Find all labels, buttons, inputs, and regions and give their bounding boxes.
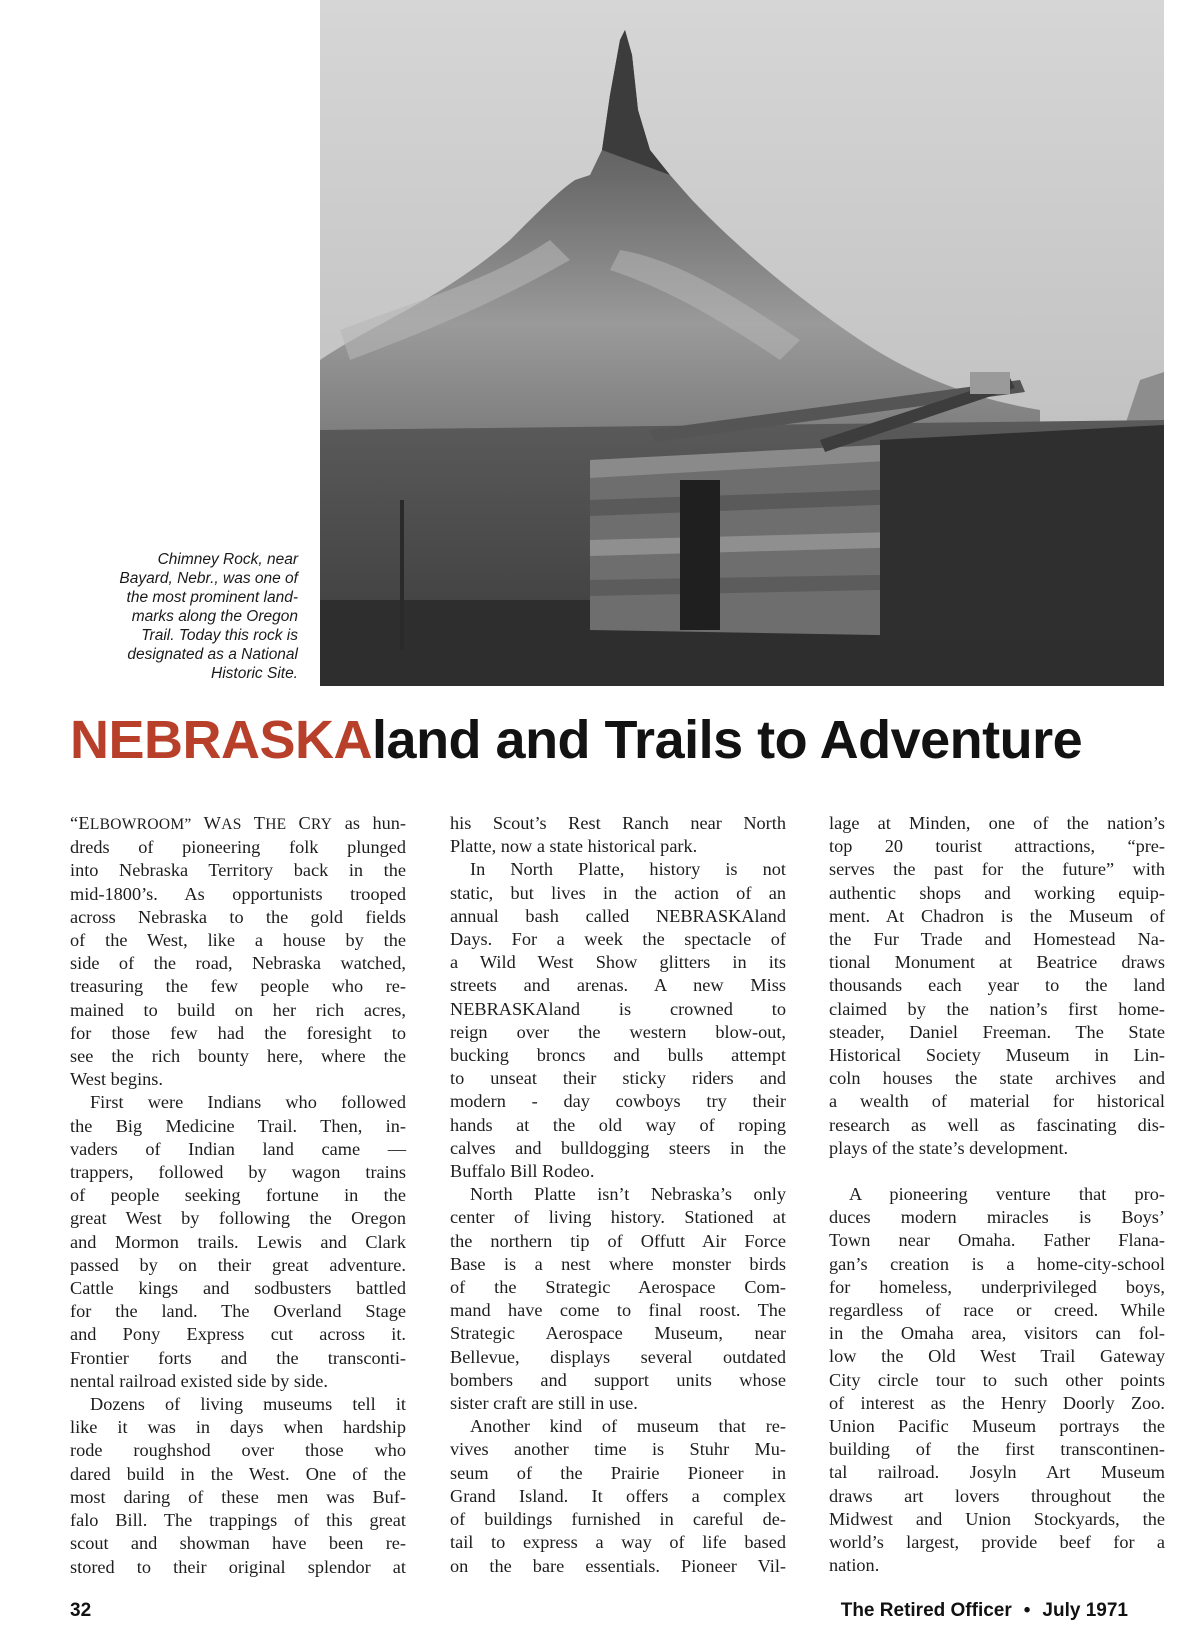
text-line: mained to build on her rich acres, (70, 999, 406, 1020)
chimney-rock-image (320, 0, 1164, 686)
text-line: Strategic Aerospace Museum, near (450, 1323, 786, 1344)
caption-line: designated as a National (127, 646, 298, 663)
text-line: thousands each year to the land (829, 975, 1165, 996)
text-line: see the rich bounty here, where the (70, 1046, 406, 1067)
text-line: of buildings furnished in careful de- (450, 1509, 786, 1530)
text-line: Frontier forts and the transconti- (70, 1347, 406, 1368)
text-line: plays of the state’s development. (829, 1137, 1069, 1158)
text-line: coln houses the state archives and (829, 1068, 1165, 1089)
page-footer (70, 1598, 1128, 1624)
text-line: for the land. The Overland Stage (70, 1301, 406, 1322)
text-line: bucking broncs and bulls attempt (450, 1045, 786, 1066)
text-line: tal railroad. Josyln Art Museum (829, 1462, 1165, 1483)
text-line: dreds of pioneering folk plunged (70, 837, 406, 858)
article-column-2 (450, 812, 786, 1578)
text-line: treasuring the few people who re- (70, 976, 406, 997)
text-line: of people seeking fortune in the (70, 1185, 406, 1206)
text-line: in the Omaha area, visitors can fol- (829, 1323, 1165, 1344)
text-line: sister craft are still in use. (450, 1393, 638, 1414)
text-line: hands at the old way of roping (450, 1114, 786, 1135)
text-line: streets and arenas. A new Miss (450, 975, 786, 996)
text-line: Town near Omaha. Father Flana- (829, 1230, 1165, 1251)
text-line: trappers, followed by wagon trains (70, 1162, 406, 1183)
text-line: like it was in days when hardship (70, 1417, 406, 1438)
text-line: passed by on their great adventure. (70, 1254, 406, 1275)
lead-rest: as hun- (332, 813, 406, 833)
text-line: dared build in the West. One of the (70, 1463, 406, 1484)
text-line: duces modern miracles is Boys’ (829, 1207, 1165, 1228)
text-line: nation. (829, 1555, 880, 1576)
text-line: City circle tour to such other points (829, 1369, 1165, 1390)
text-line: research as well as fascinating dis- (829, 1114, 1165, 1135)
caption-line: Historic Site. (211, 665, 298, 682)
text-line: top 20 tourist attractions, “pre- (829, 836, 1165, 857)
text-line: on the bare essentials. Pioneer Vil- (450, 1555, 786, 1576)
text-line: for homeless, underprivileged boys, (829, 1276, 1165, 1297)
text-line: static, but lives in the action of an (450, 882, 786, 903)
text-line: his Scout’s Rest Ranch near North (450, 813, 786, 833)
text-line: serves the past for the future” with (829, 859, 1165, 880)
text-line: Grand Island. It offers a complex (450, 1485, 786, 1506)
text-line: most daring of these men was Buf- (70, 1486, 406, 1507)
text-line: a Wild West Show glitters in its (450, 952, 786, 973)
text-line: Days. For a week the spectacle of (450, 929, 786, 950)
text-line: lage at Minden, one of the nation’s (829, 813, 1165, 833)
text-line: side of the road, Nebraska watched, (70, 953, 406, 974)
text-line: center of living history. Stationed at (450, 1207, 786, 1228)
text-line: across Nebraska to the gold fields (70, 906, 406, 927)
text-line: Bellevue, displays several outdated (450, 1346, 786, 1367)
caption-line: Chimney Rock, near (157, 551, 298, 568)
text-line: rode roughshod over those who (70, 1440, 406, 1461)
text-line: tional Monument at Beatrice draws (829, 952, 1165, 973)
text-line: vives another time is Stuhr Mu- (450, 1439, 786, 1460)
text-line: stored to their original splendor at (70, 1556, 406, 1577)
text-line: Historical Society Museum in Lin- (829, 1045, 1165, 1066)
text-line: Cattle kings and sodbusters battled (70, 1278, 406, 1299)
text-line: ment. At Chadron is the Museum of (829, 905, 1165, 926)
text-line: a wealth of material for historical (829, 1091, 1165, 1112)
caption-line: the most prominent land- (126, 589, 298, 606)
paragraph-gap (829, 1160, 1165, 1183)
text-line: vaders of Indian land came — (70, 1138, 406, 1159)
text-line: of the West, like a house by the (70, 930, 406, 951)
text-line: falo Bill. The trappings of this great (70, 1510, 406, 1531)
text-line: the Big Medicine Trail. Then, in- (70, 1115, 406, 1136)
text-line: nental railroad existed side by side. (70, 1370, 328, 1391)
issue-date: July 1971 (1042, 1600, 1128, 1621)
text-line: tail to express a way of life based (450, 1532, 786, 1553)
text-line: reign over the western blow-out, (450, 1021, 786, 1042)
publication-name: The Retired Officer (840, 1600, 1012, 1621)
text-line: Union Pacific Museum portrays the (829, 1416, 1165, 1437)
text-line: Another kind of museum that re- (470, 1416, 786, 1437)
text-line: mand have come to final roost. The (450, 1300, 786, 1321)
page-number: 32 (70, 1600, 92, 1621)
text-line: world’s largest, provide beef for a (829, 1532, 1165, 1553)
text-line: Base is a nest where monster birds (450, 1253, 786, 1274)
text-line: great West by following the Oregon (70, 1208, 406, 1229)
text-line: to unseat their sticky riders and (450, 1068, 786, 1089)
text-line: the Fur Trade and Homestead Na- (829, 929, 1165, 950)
text-line: and Mormon trails. Lewis and Clark (70, 1231, 406, 1252)
text-line: claimed by the nation’s first home- (829, 998, 1165, 1019)
article-column-3 (829, 812, 1165, 1578)
text-line: draws art lovers throughout the (829, 1485, 1165, 1506)
photo-caption (60, 550, 298, 683)
text-line: Buffalo Bill Rodeo. (450, 1161, 595, 1182)
text-line: regardless of race or creed. While (829, 1300, 1165, 1321)
text-line (70, 812, 406, 836)
text-line: West begins. (70, 1069, 163, 1090)
text-line: Dozens of living museums tell it (90, 1394, 406, 1415)
text-line: In North Platte, history is not (470, 859, 786, 880)
text-line: bombers and support units whose (450, 1369, 786, 1390)
text-line: of the Strategic Aerospace Com- (450, 1277, 786, 1298)
text-line: Platte, now a state historical park. (450, 836, 698, 857)
text-line: and Pony Express cut across it. (70, 1324, 406, 1345)
text-line: North Platte isn’t Nebraska’s only (470, 1184, 786, 1205)
caption-line: marks along the Oregon (131, 608, 298, 625)
caption-line: Trail. Today this rock is (141, 627, 298, 644)
text-line: calves and bulldogging steers in the (450, 1137, 786, 1158)
text-line: the northern tip of Offutt Air Force (450, 1230, 786, 1251)
text-line: gan’s creation is a home-city-school (829, 1253, 1165, 1274)
article-headline (70, 708, 1170, 772)
chimney-rock-photo (320, 0, 1164, 686)
text-line: NEBRASKAland is crowned to (450, 998, 786, 1019)
text-line: modern - day cowboys try their (450, 1091, 786, 1112)
text-line: Midwest and Union Stockyards, the (829, 1508, 1165, 1529)
text-line: low the Old West Trail Gateway (829, 1346, 1165, 1367)
text-line: scout and showman have been re- (70, 1533, 406, 1554)
article-column-1 (70, 812, 406, 1579)
text-line: seum of the Prairie Pioneer in (450, 1462, 786, 1483)
text-line: building of the first transcontinen- (829, 1439, 1165, 1460)
publication-info (841, 1598, 1128, 1624)
caption-line: Bayard, Nebr., was one of (119, 570, 298, 587)
text-line: for those few had the foresight to (70, 1022, 406, 1043)
headline-accent: NEBRASKA (70, 710, 373, 770)
text-line: of interest as the Henry Doorly Zoo. (829, 1392, 1165, 1413)
text-line: First were Indians who followed (90, 1092, 406, 1113)
text-line: authentic shops and working equip- (829, 882, 1165, 903)
text-line: steader, Daniel Freeman. The State (829, 1021, 1165, 1042)
separator-bullet: • (1023, 1600, 1031, 1621)
headline-rest: land and Trails to Adventure (372, 710, 1083, 770)
text-line: mid-1800’s. As opportunists trooped (70, 883, 406, 904)
text-line: into Nebraska Territory back in the (70, 860, 406, 881)
lead-in: “ELBOWROOM” WAS THE CRY (70, 813, 333, 833)
text-line: annual bash called NEBRASKAland (450, 905, 786, 926)
text-line: A pioneering venture that pro- (849, 1184, 1165, 1205)
